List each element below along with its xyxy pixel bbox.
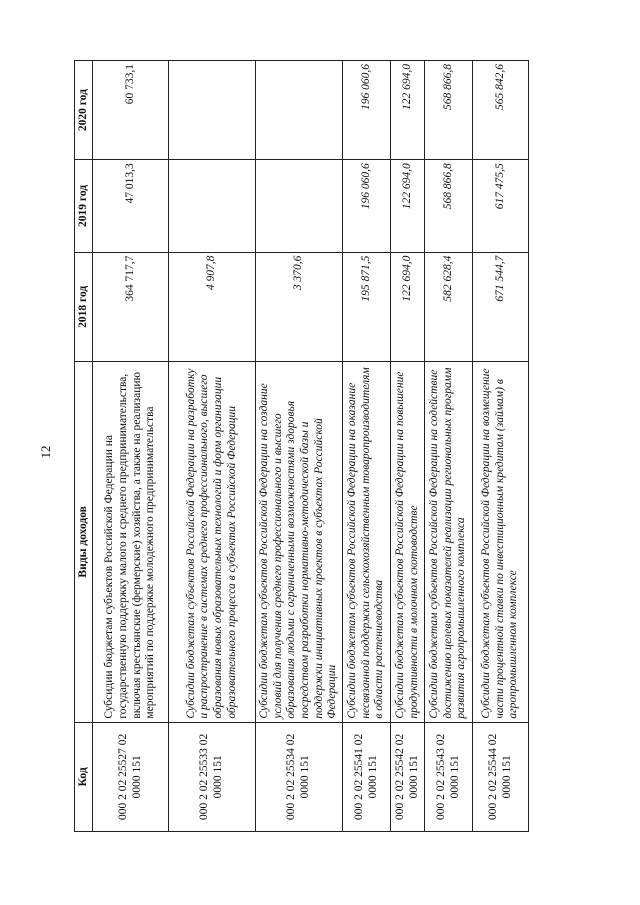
row-value-2019: 122 694,0 <box>391 160 425 252</box>
header-2018: 2018 год <box>75 252 93 361</box>
row-name: Субсидии бюджетам субъектов Российской Федерации на возмещение части процентной ставки по инвестиционным кредитам (займам) в агропромышленном комплексе <box>473 361 529 722</box>
row-name: Субсидии бюджетам субъектов Российской Федерации на повышение продуктивности в молочном скотоводстве <box>391 361 425 722</box>
row-name: Субсидии бюджетам субъектов Российской Федерации на создание условий для получения среднего профессионального и высшего образования людьми с ограниченными возможностями здоровья посредством разработки нормативно-методической базы и поддержки инициативных проектов в субъектах Российской Федерации <box>256 361 343 722</box>
table-row <box>93 61 169 832</box>
row-value-2019: 196 060,6 <box>343 160 391 252</box>
table-container <box>74 60 526 832</box>
row-name: Субсидии бюджетам субъектов Российской Федерации на разработку и распространение в системах среднего профессионального, высшего образования новых образовательных технологий и форм организации образовательного процесса в субъектах Российской Федерации <box>169 361 256 722</box>
row-value-2020: 196 060,6 <box>343 61 391 160</box>
row-code: 000 2 02 25527 02 0000 151 <box>93 722 169 831</box>
row-value-2019 <box>169 160 256 252</box>
row-value-2020: 565 842,6 <box>473 61 529 160</box>
row-code: 000 2 02 25543 02 0000 151 <box>425 722 473 831</box>
row-value-2018: 671 544,7 <box>473 252 529 361</box>
row-name: Субсидии бюджетам субъектов Российской Федерации на государственную поддержку малого и среднего предпринимательства, включая крестьянские (фермерские) хозяйства, а также на реализацию мероприятий по поддержке молодежного предпринимательства <box>93 361 169 722</box>
table-header-row <box>75 61 93 832</box>
row-value-2020 <box>169 61 256 160</box>
row-value-2019: 617 475,5 <box>473 160 529 252</box>
header-code: Код <box>75 722 93 831</box>
row-value-2020: 60 733,1 <box>93 61 169 160</box>
revenue-table <box>74 60 529 832</box>
table-row <box>425 61 473 832</box>
row-value-2018: 364 717,7 <box>93 252 169 361</box>
table-row <box>343 61 391 832</box>
header-2020: 2020 год <box>75 61 93 160</box>
row-value-2020: 568 866,8 <box>425 61 473 160</box>
row-code: 000 2 02 25542 02 0000 151 <box>391 722 425 831</box>
row-value-2020 <box>256 61 343 160</box>
row-code: 000 2 02 25533 02 0000 151 <box>169 722 256 831</box>
row-value-2018: 195 871,5 <box>343 252 391 361</box>
table-row <box>473 61 529 832</box>
row-name: Субсидии бюджетам субъектов Российской Федерации на оказание несвязанной поддержки сельскохозяйственным товаропроизводителям в области растениеводства <box>343 361 391 722</box>
row-name: Субсидии бюджетам субъектов Российской Федерации на содействие достижению целевых показателей реализации региональных программ развития агропромышленного комплекса <box>425 361 473 722</box>
row-value-2018: 122 694,0 <box>391 252 425 361</box>
row-value-2019 <box>256 160 343 252</box>
table-row <box>391 61 425 832</box>
row-value-2019: 568 866,8 <box>425 160 473 252</box>
page-number: 12 <box>38 445 53 459</box>
row-value-2019: 47 013,3 <box>93 160 169 252</box>
row-value-2018: 4 907,8 <box>169 252 256 361</box>
row-value-2020: 122 694,0 <box>391 61 425 160</box>
table-row <box>256 61 343 832</box>
row-code: 000 2 02 25541 02 0000 151 <box>343 722 391 831</box>
header-2019: 2019 год <box>75 160 93 252</box>
row-code: 000 2 02 25544 02 0000 151 <box>473 722 529 831</box>
header-name: Виды доходов <box>75 361 93 722</box>
table-row <box>169 61 256 832</box>
row-value-2018: 3 370,6 <box>256 252 343 361</box>
row-value-2018: 582 628,4 <box>425 252 473 361</box>
row-code: 000 2 02 25534 02 0000 151 <box>256 722 343 831</box>
